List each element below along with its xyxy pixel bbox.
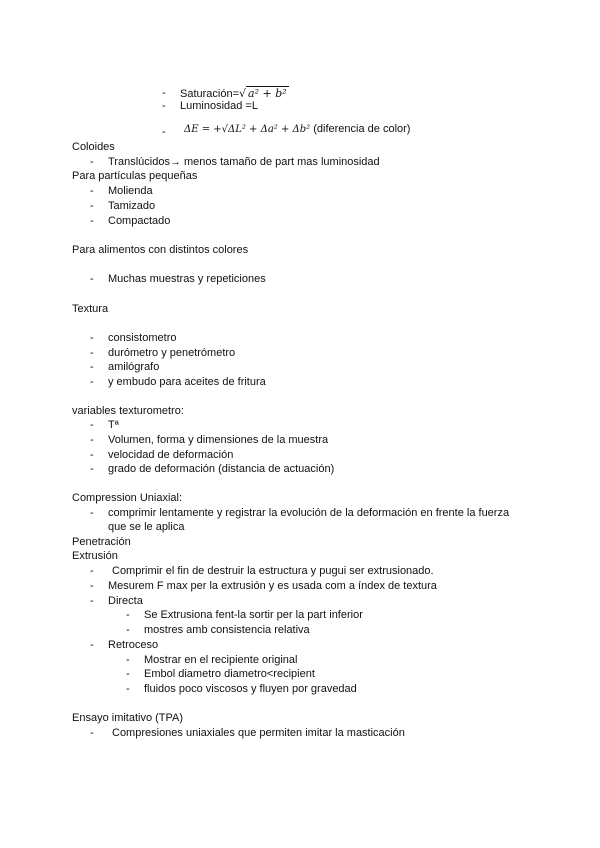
bullet-dash: - [126, 624, 130, 636]
list-item-continuation: que se le aplica [108, 521, 185, 533]
bullet-dash: - [90, 200, 94, 212]
retroceso-label: Retroceso [108, 639, 159, 651]
bullet-dash: - [90, 565, 94, 577]
ensayo-heading: Ensayo imitativo (TPA) [72, 712, 184, 724]
delta-e-note: (diferencia de color) [313, 123, 411, 135]
list-item: Volumen, forma y dimensiones de la muestra [108, 434, 329, 446]
list-item: grado de deformación (distancia de actuación) [108, 463, 335, 475]
list-item: comprimir lentamente y registrar la evolución de la deformación en frente la fuerza [108, 507, 510, 519]
sub-list-item: Se Extrusiona fent-la sortir per la part inferior [144, 609, 363, 621]
list-item: Tª [108, 419, 119, 431]
list-item: Compactado [108, 215, 171, 227]
bullet-dash: - [162, 87, 166, 99]
bullet-dash: - [90, 419, 94, 431]
particulas-heading: Para partículas pequeñas [72, 170, 198, 182]
bullet-dash: - [90, 507, 94, 519]
list-item: Mesurem F max per la extrusión y es usada com a índex de textura [108, 580, 437, 592]
delta-e-formula: ΔE = +√ΔL² + Δa² + Δb² [184, 124, 311, 135]
bullet-dash: - [126, 654, 130, 666]
bullet-dash: - [90, 347, 94, 359]
coloides-heading: Coloides [72, 141, 115, 153]
sub-list-item: mostres amb consistencia relativa [144, 624, 310, 636]
bullet-dash: - [90, 332, 94, 344]
saturation-label: Saturación= [180, 88, 240, 100]
bullet-dash: - [126, 683, 130, 695]
saturation-formula-sqrt: √ a² + b² [239, 87, 287, 100]
sub-list-item: fluidos poco viscosos y fluyen por gravedad [144, 683, 357, 695]
bullet-dash: - [90, 580, 94, 592]
directa-label: Directa [108, 595, 143, 607]
compression-heading: Compression Uniaxial: [72, 492, 183, 504]
penetracion-heading: Penetración [72, 536, 131, 548]
bullet-dash: - [90, 185, 94, 197]
bullet-dash: - [90, 449, 94, 461]
bullet-dash: - [126, 609, 130, 621]
delta-e-item [184, 122, 410, 137]
bullet-dash: - [90, 727, 94, 739]
bullet-dash: - [90, 376, 94, 388]
bullet-dash: - [90, 361, 94, 373]
variables-heading: variables texturometro: [72, 405, 184, 417]
list-item: Tamizado [108, 200, 156, 212]
list-item: consistometro [108, 332, 177, 344]
bullet-dash: - [90, 639, 94, 651]
list-item: amilógrafo [108, 361, 160, 373]
list-item: Muchas muestras y repeticiones [108, 273, 266, 285]
bullet-dash: - [90, 156, 94, 168]
bullet-dash: - [90, 434, 94, 446]
list-item: Compresiones uniaxiales que permiten imitar la masticación [112, 727, 405, 739]
sub-list-item: Embol diametro diametro<recipient [144, 668, 315, 680]
alimentos-heading: Para alimentos con distintos colores [72, 244, 249, 256]
list-item: Comprimir el fin de destruir la estructura y pugui ser extrusionado. [112, 565, 434, 577]
luminosity-item: Luminosidad =L [180, 100, 258, 112]
bullet-dash: - [90, 215, 94, 227]
bullet-dash: - [90, 273, 94, 285]
list-item: velocidad de deformación [108, 449, 234, 461]
bullet-dash: - [90, 463, 94, 475]
bullet-dash: - [162, 126, 166, 138]
bullet-dash: - [90, 595, 94, 607]
sub-list-item: Mostrar en el recipiente original [144, 654, 298, 666]
list-item: durómetro y penetrómetro [108, 347, 236, 359]
saturation-formula: a² + b² [248, 87, 287, 100]
extrusion-heading: Extrusión [72, 550, 118, 562]
textura-heading: Textura [72, 303, 109, 315]
list-item: y embudo para aceites de fritura [108, 376, 266, 388]
bullet-dash: - [126, 668, 130, 680]
list-item: Translúcidos→ menos tamaño de part mas luminosidad [108, 156, 380, 168]
list-item: Molienda [108, 185, 153, 197]
bullet-dash: - [162, 100, 166, 112]
